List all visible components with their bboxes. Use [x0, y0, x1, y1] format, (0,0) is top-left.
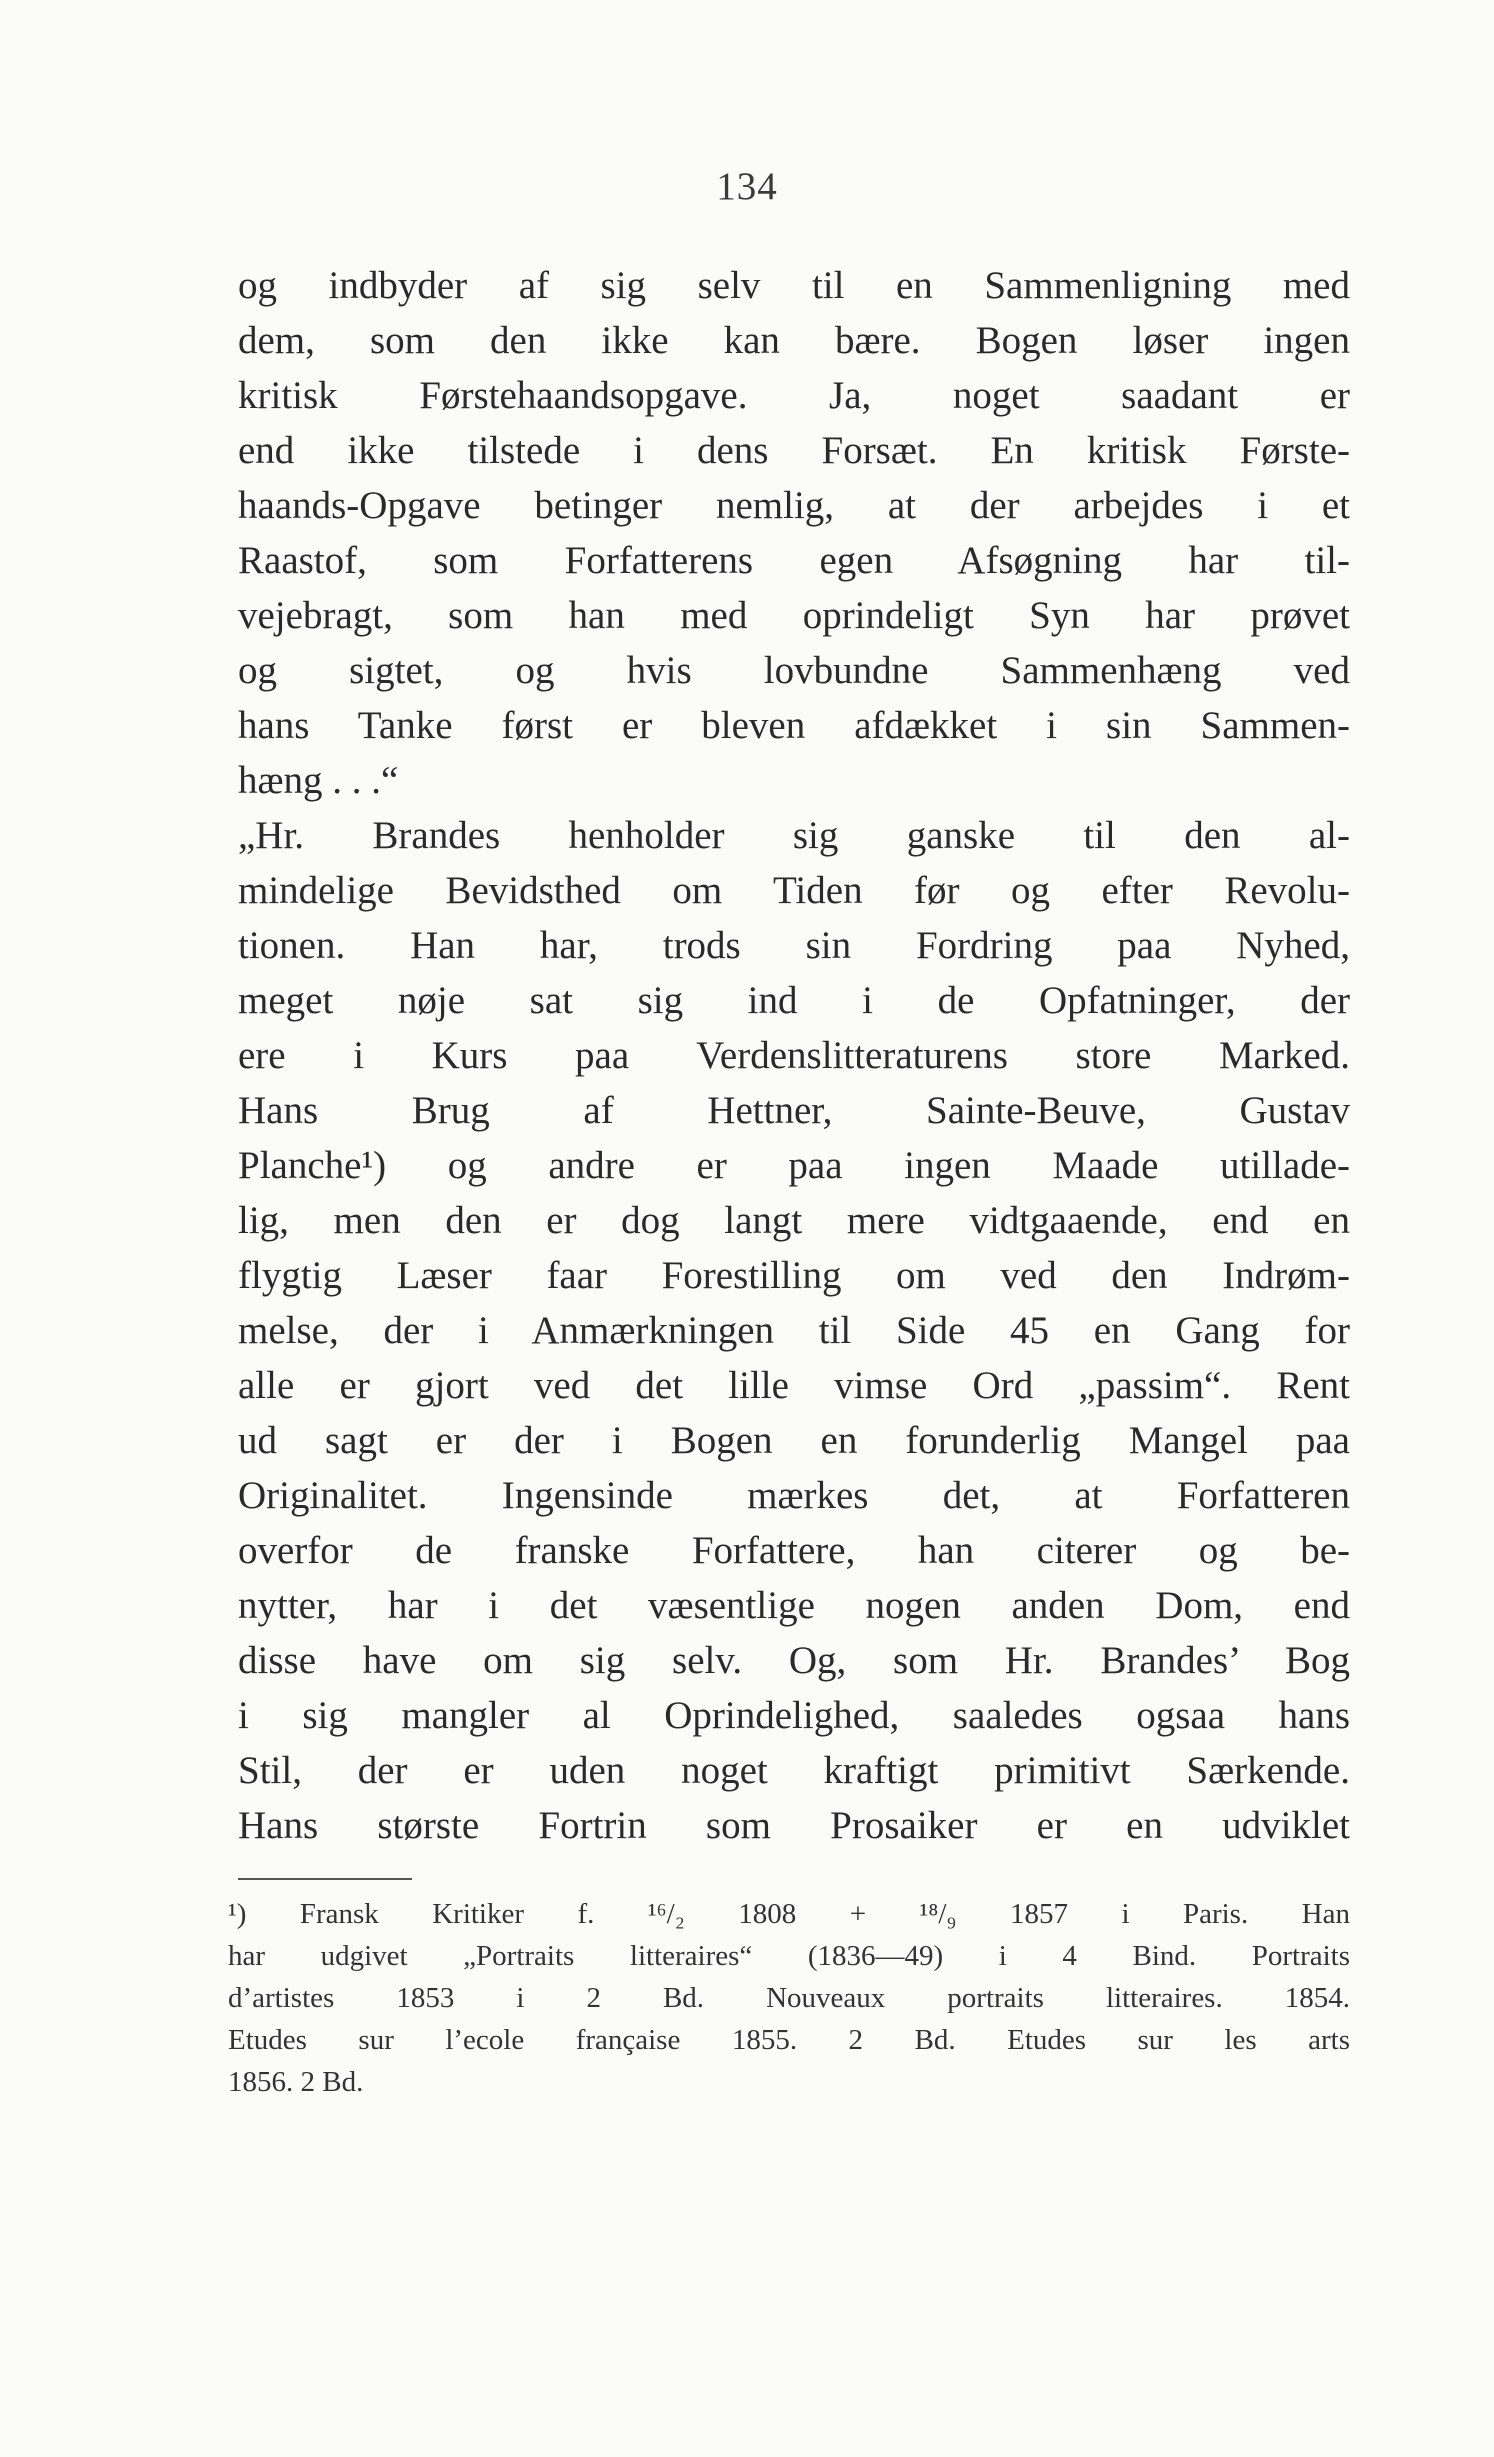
page-number: 134 [716, 165, 778, 208]
footnote-line: ¹) Fransk Kritiker f. ¹⁶/₂ 1808 + ¹⁸/₉ 1857 i Paris. Han [228, 1898, 1350, 1930]
text-line: vejebragt, som han med oprindeligt Syn har prøvet [238, 594, 1350, 637]
text-line: Raastof, som Forfatterens egen Afsøgning har til- [238, 539, 1350, 582]
text-line: Planche¹) og andre er paa ingen Maade utillade- [238, 1144, 1350, 1187]
text-line: i sig mangler al Oprindelighed, saaledes ogsaa hans [238, 1694, 1350, 1737]
text-line: end ikke tilstede i dens Forsæt. En kritisk Første- [238, 429, 1350, 472]
text-line: mindelige Bevidsthed om Tiden før og efter Revolu- [238, 869, 1350, 912]
text-line: dem, som den ikke kan bære. Bogen løser ingen [238, 319, 1350, 362]
footnote-line: har udgivet „Portraits litteraires“ (1836—49) i 4 Bind. Portraits [228, 1940, 1350, 1972]
text-line: Originalitet. Ingensinde mærkes det, at Forfatteren [238, 1474, 1350, 1517]
text-line: ud sagt er der i Bogen en forunderlig Mangel paa [238, 1419, 1350, 1462]
text-line: lig, men den er dog langt mere vidtgaaende, end en [238, 1199, 1350, 1242]
text-line: Hans Brug af Hettner, Sainte-Beuve, Gustav [238, 1089, 1350, 1132]
footnote [228, 1893, 1350, 2103]
text-line: og sigtet, og hvis lovbundne Sammenhæng ved [238, 649, 1350, 692]
text-line: nytter, har i det væsentlige nogen anden Dom, end [238, 1584, 1350, 1627]
text-line-paragraph-end: hæng . . .“ [238, 759, 399, 802]
text-line: alle er gjort ved det lille vimse Ord „passim“. Rent [238, 1364, 1350, 1407]
footnote-line: 1856. 2 Bd. [228, 2066, 364, 2098]
text-line: og indbyder af sig selv til en Sammenligning med [238, 264, 1350, 307]
text-line: haands-Opgave betinger nemlig, at der arbejdes i et [238, 484, 1350, 527]
text-line: flygtig Læser faar Forestilling om ved den Indrøm- [238, 1254, 1350, 1297]
text-line: tionen. Han har, trods sin Fordring paa Nyhed, [238, 924, 1350, 967]
text-line: disse have om sig selv. Og, som Hr. Brandes’ Bog [238, 1639, 1350, 1682]
text-line: melse, der i Anmærkningen til Side 45 en Gang for [238, 1309, 1350, 1352]
text-line: overfor de franske Forfattere, han citerer og be- [238, 1529, 1350, 1572]
text-line: Stil, der er uden noget kraftigt primitivt Særkende. [238, 1749, 1350, 1792]
footnote-line: d’artistes 1853 i 2 Bd. Nouveaux portraits litteraires. 1854. [228, 1982, 1350, 2014]
text-line: kritisk Førstehaandsopgave. Ja, noget saadant er [238, 374, 1350, 417]
footnote-divider [238, 1878, 412, 1880]
text-line: „Hr. Brandes henholder sig ganske til den al- [238, 814, 1350, 857]
footnote-line: Etudes sur l’ecole française 1855. 2 Bd. Etudes sur les arts [228, 2024, 1350, 2056]
body-text [238, 258, 1350, 1853]
text-line: hans Tanke først er bleven afdækket i sin Sammen- [238, 704, 1350, 747]
text-line: meget nøje sat sig ind i de Opfatninger, der [238, 979, 1350, 1022]
text-line: Hans største Fortrin som Prosaiker er en udviklet [238, 1804, 1350, 1847]
text-line: ere i Kurs paa Verdenslitteraturens store Marked. [238, 1034, 1350, 1077]
